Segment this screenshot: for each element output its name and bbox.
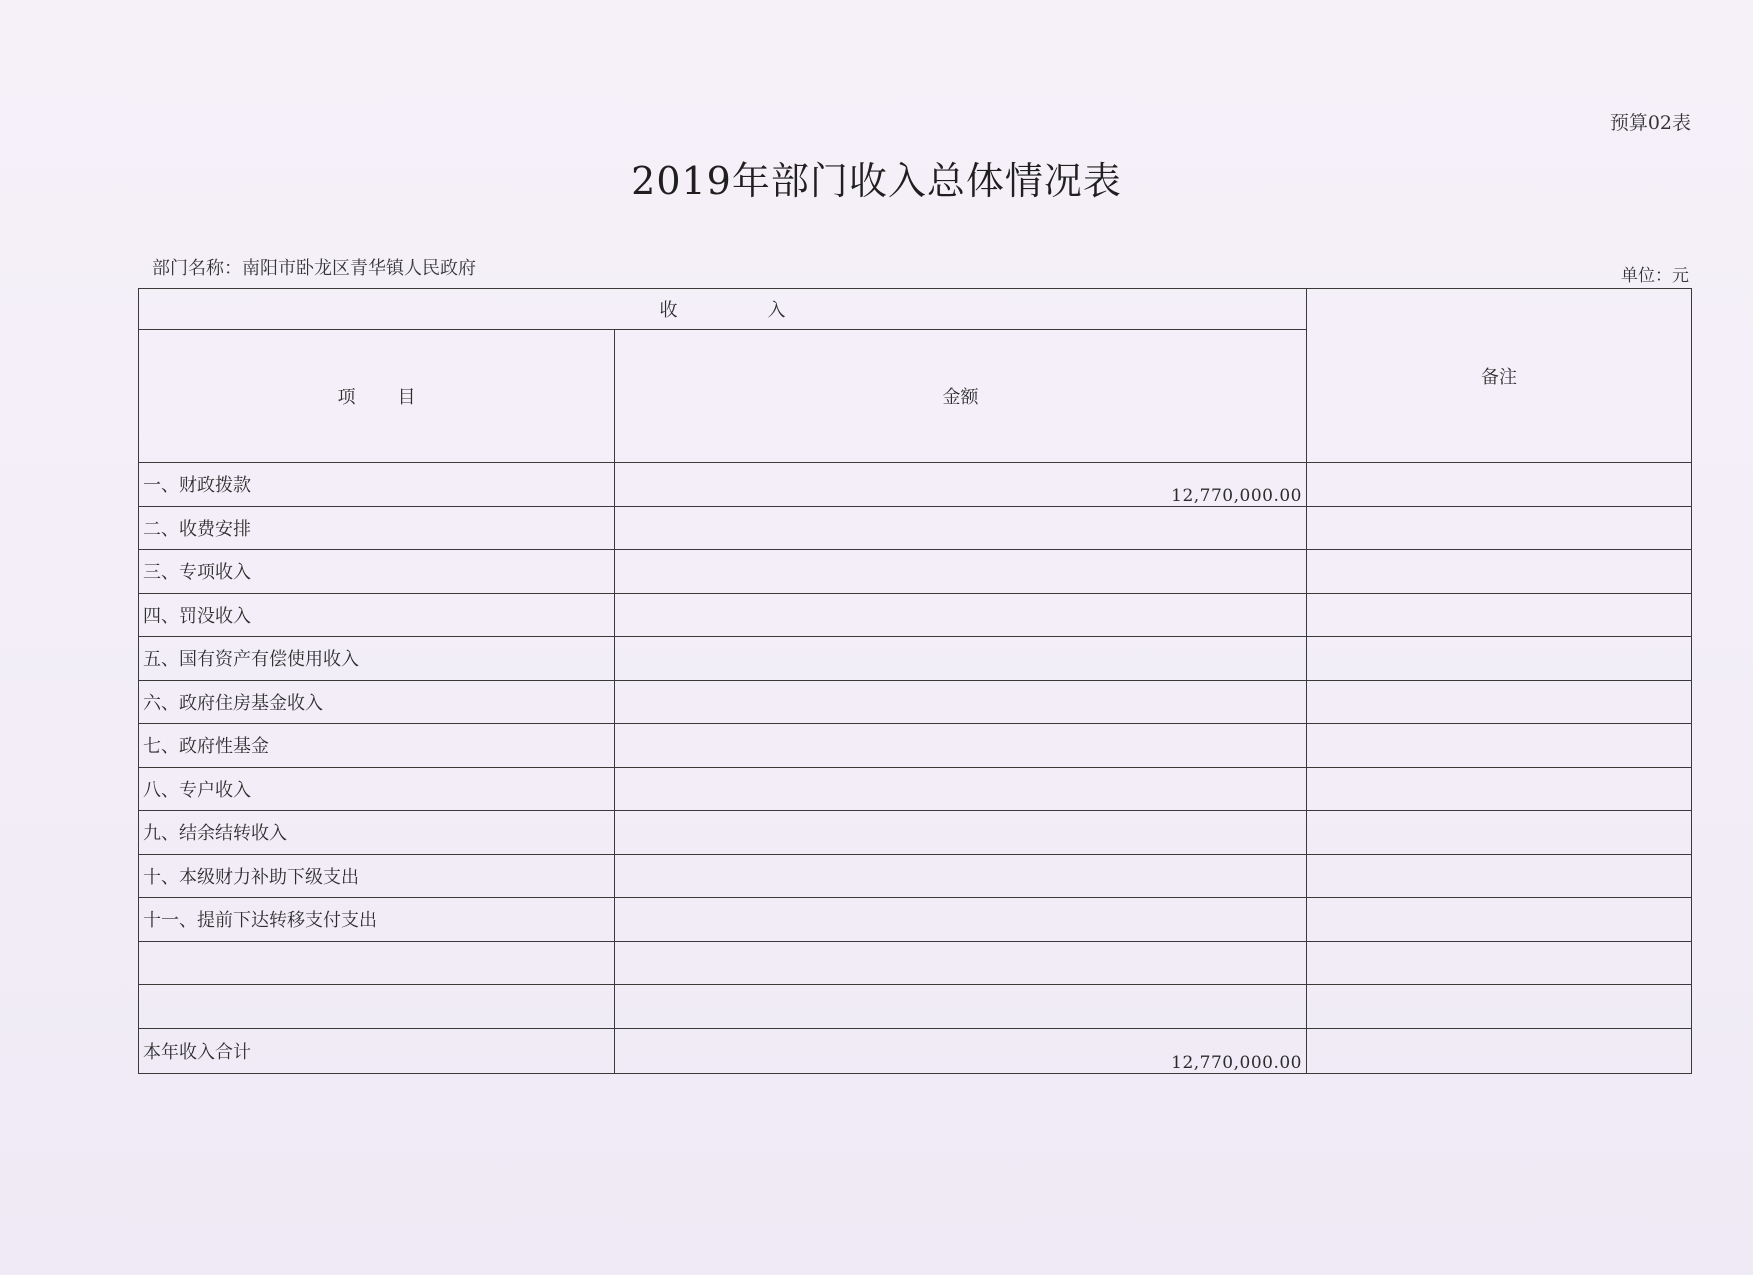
table-row xyxy=(139,506,1692,550)
row-item-cell: 二、收费安排 xyxy=(139,506,615,550)
row-remark-cell xyxy=(1307,550,1692,594)
row-amount-cell xyxy=(615,767,1307,811)
remark-header: 备注 xyxy=(1307,289,1692,463)
row-item-cell: 三、专项收入 xyxy=(139,550,615,594)
row-amount-cell xyxy=(615,898,1307,942)
row-remark-cell xyxy=(1307,680,1692,724)
form-code: 预算02表 xyxy=(1609,112,1691,134)
unit-label: 单位：元 xyxy=(1621,266,1689,286)
row-amount-cell xyxy=(615,550,1307,594)
table-row xyxy=(139,941,1692,985)
income-header-left: 收 xyxy=(659,300,678,321)
row-remark-cell xyxy=(1307,941,1692,985)
row-item-cell: 十、本级财力补助下级支出 xyxy=(139,854,615,898)
table-row xyxy=(139,854,1692,898)
row-item-cell xyxy=(139,941,615,985)
table-row xyxy=(139,593,1692,637)
row-remark-cell xyxy=(1307,506,1692,550)
table-row xyxy=(139,724,1692,768)
row-remark-cell xyxy=(1307,767,1692,811)
row-item-cell: 六、政府住房基金收入 xyxy=(139,680,615,724)
table-row xyxy=(139,463,1692,507)
item-header xyxy=(139,330,615,463)
row-amount-cell xyxy=(615,637,1307,681)
row-amount-cell: 12,770,000.00 xyxy=(615,463,1307,507)
department-name: 南阳市卧龙区青华镇人民政府 xyxy=(242,258,476,279)
table-row xyxy=(139,680,1692,724)
department-label: 部门名称： xyxy=(152,258,242,279)
table-row xyxy=(139,811,1692,855)
row-amount-cell xyxy=(615,854,1307,898)
total-item-cell: 本年收入合计 xyxy=(139,1028,615,1073)
row-remark-cell xyxy=(1307,637,1692,681)
total-remark-cell xyxy=(1307,1028,1692,1073)
row-item-cell: 九、结余结转收入 xyxy=(139,811,615,855)
row-amount-cell xyxy=(615,680,1307,724)
row-item-cell: 四、罚没收入 xyxy=(139,593,615,637)
income-header xyxy=(139,289,1307,330)
row-item-cell xyxy=(139,985,615,1029)
department-line xyxy=(152,254,476,280)
table-row xyxy=(139,985,1692,1029)
row-remark-cell xyxy=(1307,898,1692,942)
row-item-cell: 一、财政拨款 xyxy=(139,463,615,507)
total-amount-cell: 12,770,000.00 xyxy=(615,1028,1307,1073)
row-remark-cell xyxy=(1307,854,1692,898)
row-amount-cell xyxy=(615,593,1307,637)
amount-header: 金额 xyxy=(615,330,1307,463)
income-header-right: 入 xyxy=(767,300,786,321)
row-remark-cell xyxy=(1307,811,1692,855)
page-title: 2019年部门收入总体情况表 xyxy=(631,159,1122,203)
table-row xyxy=(139,550,1692,594)
row-item-cell: 八、专户收入 xyxy=(139,767,615,811)
row-remark-cell xyxy=(1307,593,1692,637)
income-table xyxy=(138,288,1692,1074)
row-remark-cell xyxy=(1307,724,1692,768)
table-row xyxy=(139,637,1692,681)
item-header-right: 目 xyxy=(397,387,416,408)
table-row xyxy=(139,767,1692,811)
row-amount-cell xyxy=(615,985,1307,1029)
row-amount-cell xyxy=(615,506,1307,550)
row-amount-cell xyxy=(615,941,1307,985)
table-row xyxy=(139,898,1692,942)
row-remark-cell xyxy=(1307,985,1692,1029)
row-remark-cell xyxy=(1307,463,1692,507)
row-item-cell: 七、政府性基金 xyxy=(139,724,615,768)
row-item-cell: 五、国有资产有偿使用收入 xyxy=(139,637,615,681)
table-header-row xyxy=(139,289,1692,330)
item-header-left: 项 xyxy=(337,387,356,408)
row-amount-cell xyxy=(615,811,1307,855)
total-row xyxy=(139,1028,1692,1073)
row-item-cell: 十一、提前下达转移支付支出 xyxy=(139,898,615,942)
row-amount-cell xyxy=(615,724,1307,768)
